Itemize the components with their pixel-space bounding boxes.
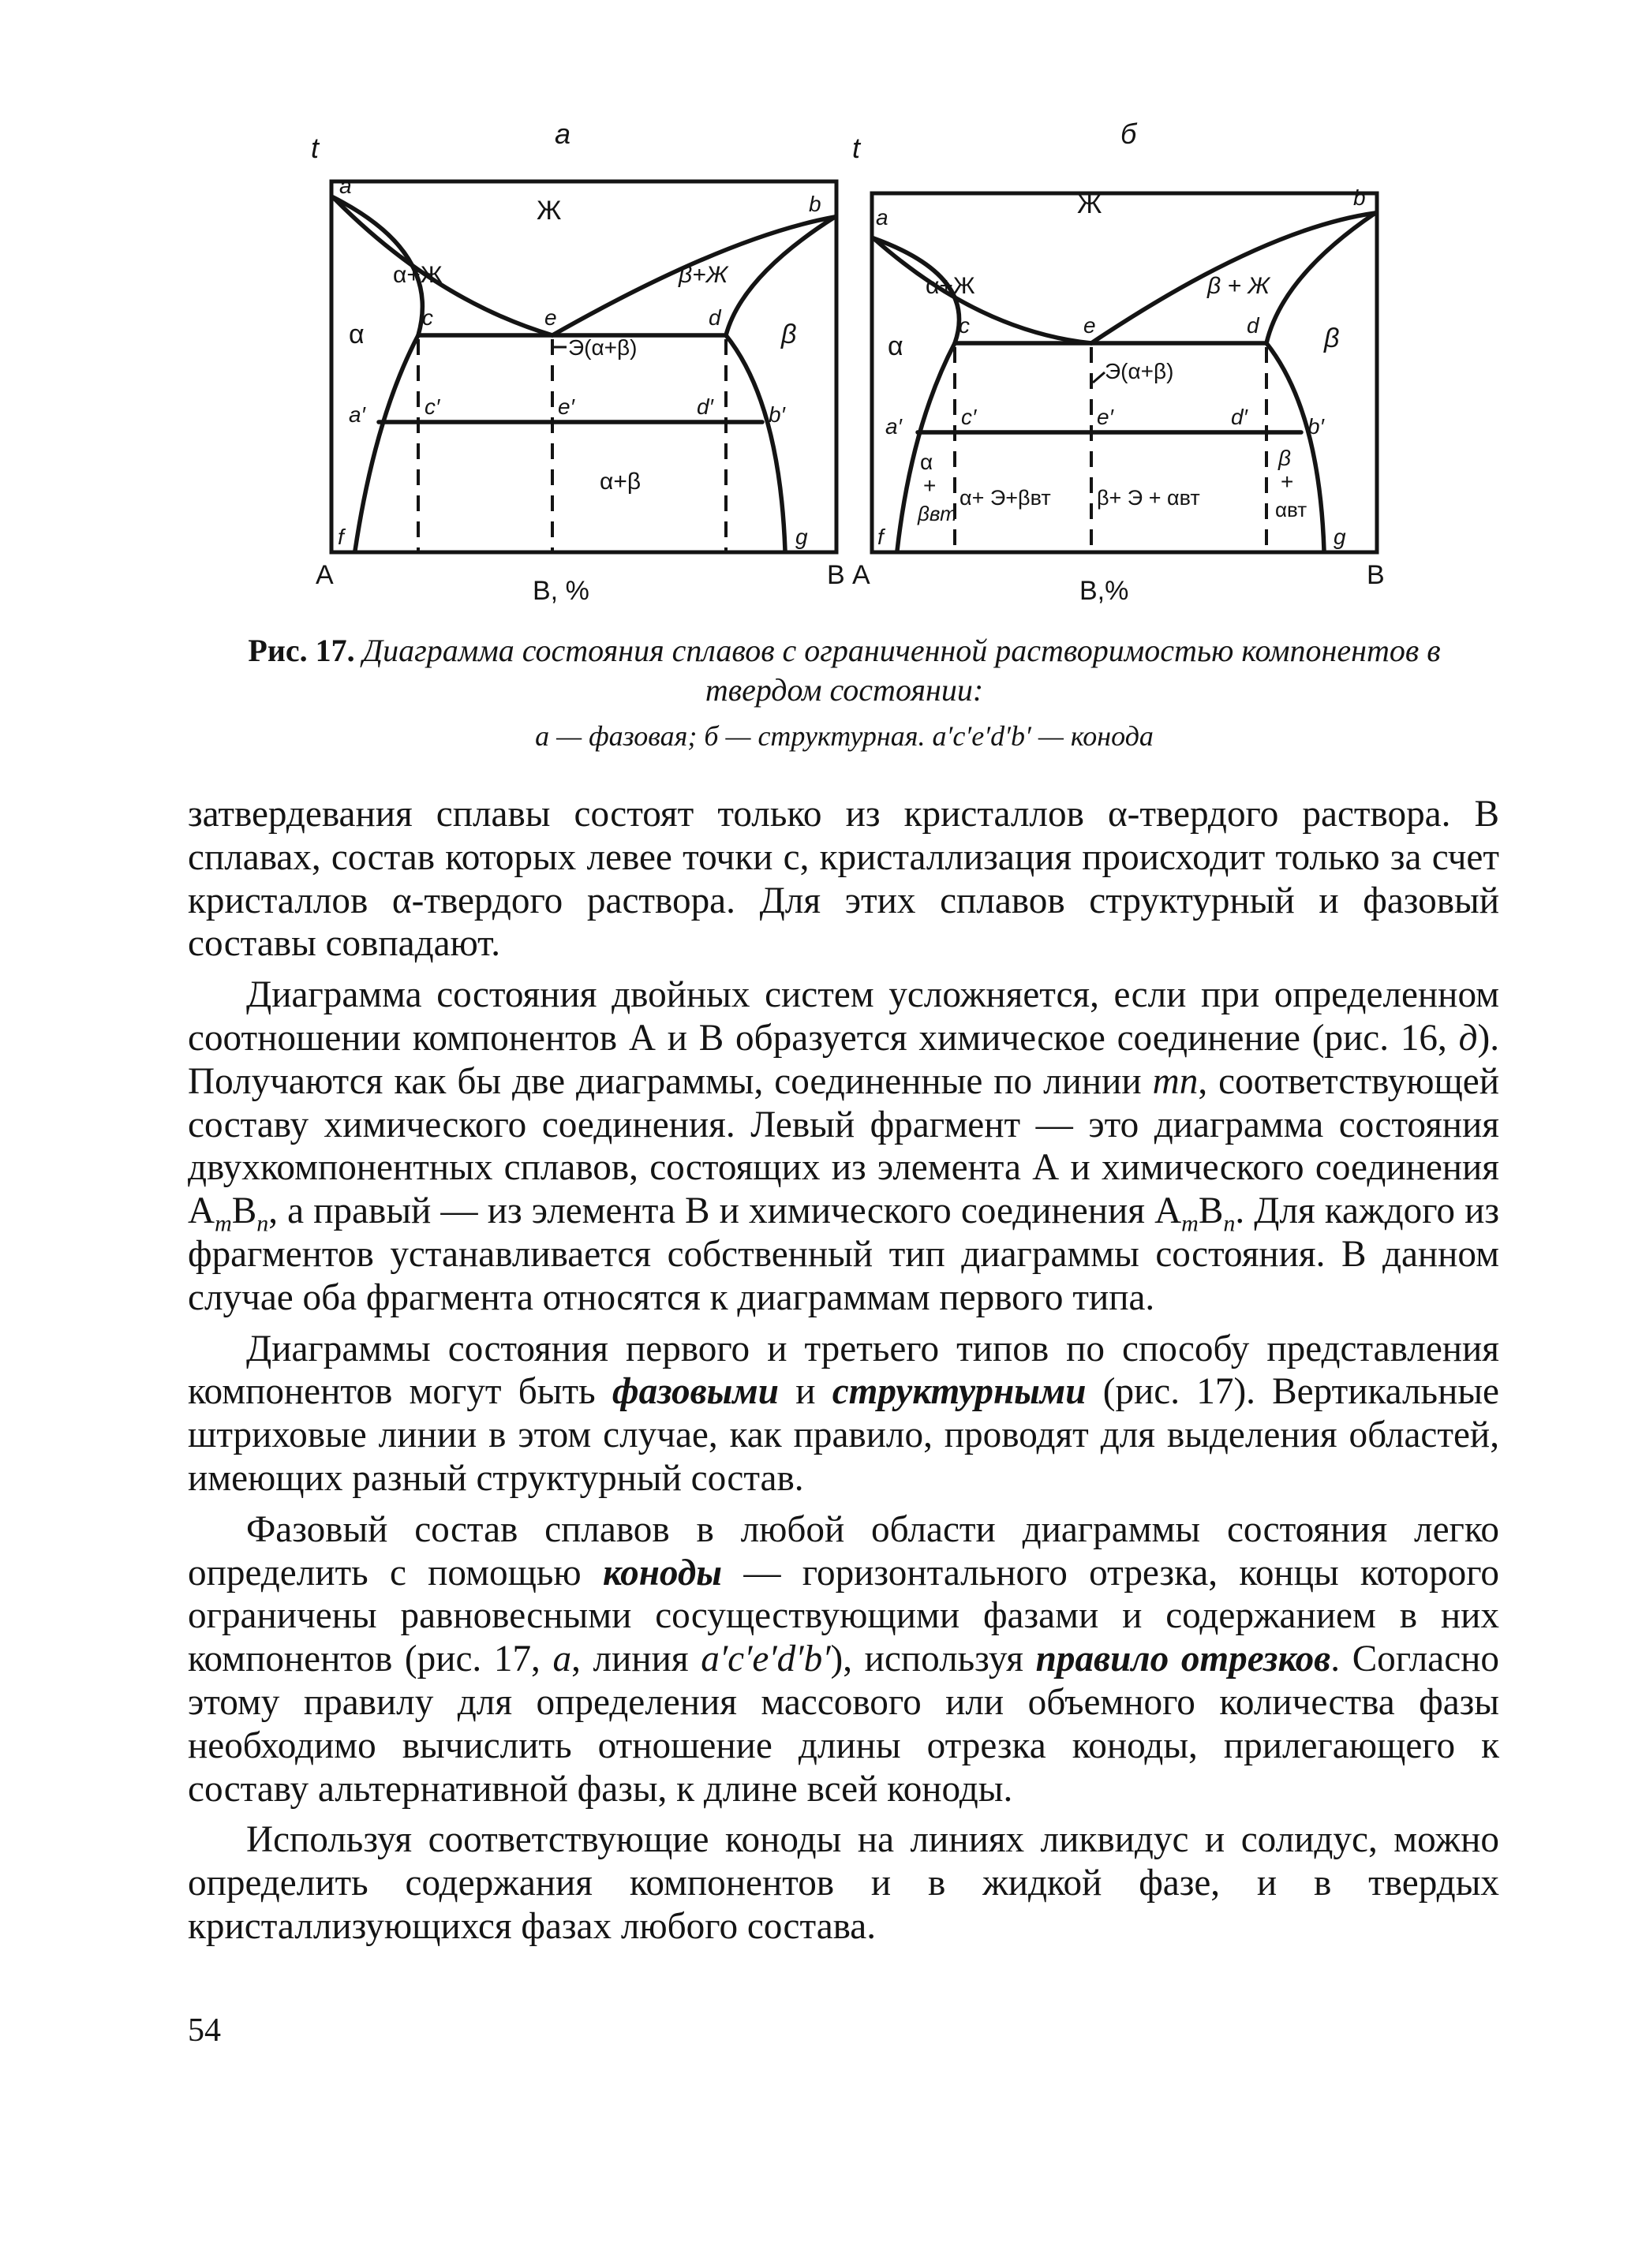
panel-b-left-col-plus: + xyxy=(923,473,937,498)
p2-part: Диаграмма состояния двойных систем усложняется, если при определенном соотношении компонентов А и В образуется химическое соединение (рис. 16, xyxy=(188,974,1499,1059)
panel-b-x-axis: B,% xyxy=(1079,576,1129,606)
p2-part: mn xyxy=(1152,1060,1199,1102)
p4-term: правило отрезков xyxy=(1035,1638,1331,1680)
panel-a-point-b: b xyxy=(809,192,821,216)
p2-part: B xyxy=(1198,1190,1224,1232)
panel-b-title: б xyxy=(1120,118,1137,150)
panel-b-region-alpha-liquid: α+Ж xyxy=(926,273,975,299)
panel-a-point-d: d xyxy=(709,305,721,330)
p4-part: , линия xyxy=(571,1638,701,1680)
panel-a-point-c1: c′ xyxy=(425,394,440,419)
panel-a-point-f: f xyxy=(338,525,344,549)
phase-diagrams xyxy=(300,118,1412,623)
p3-term: структурными xyxy=(832,1371,1087,1413)
p2-sub: n xyxy=(1223,1210,1236,1237)
p2-part: ). Получаются как бы две диаграммы, соединенные по линии xyxy=(188,1017,1499,1102)
panel-a-point-e1: e′ xyxy=(558,394,574,419)
panel-a-solvus-right xyxy=(726,335,785,551)
panel-b-solidus-right xyxy=(1266,213,1375,343)
panel-b-point-d: d xyxy=(1247,313,1259,338)
p3-part: (рис. 17). Вертикальные штриховые линии в этом случае, как правило, проводят для выделения областей, имеющих разный структурный состав. xyxy=(188,1371,1499,1499)
caption-sub: а — фазовая; б — структурная. a′c′e′d′b′ — конода xyxy=(535,720,1154,752)
p2-part: д xyxy=(1458,1017,1478,1059)
panel-b-eutectic-label: Э(α+β) xyxy=(1105,359,1174,383)
panel-b-point-c: c xyxy=(959,313,970,338)
p2-part: . Для каждого из фрагментов устанавливается собственный тип диаграммы состояния. В данном случае оба фрагмента относятся к диаграммам первого типа. xyxy=(188,1190,1500,1318)
p4-part: — горизонтального отрезка, концы которого ограничены равновесными сосуществующими фазами и содержанием в них компонентов (рис. 17, xyxy=(188,1552,1499,1680)
panel-b-hypo-region: α+ Э+βвт xyxy=(960,486,1051,510)
panel-b-point-f: f xyxy=(877,525,884,549)
p4-part: ), используя xyxy=(830,1638,1036,1680)
panel-a-title: a xyxy=(555,118,571,150)
panel-b-left-col-bottom: βвт xyxy=(918,502,957,525)
p2-sub: n xyxy=(256,1210,269,1237)
panel-b-region-beta: β xyxy=(1324,323,1340,353)
panel-a-point-b1: b′ xyxy=(769,402,785,427)
paragraph-2 xyxy=(188,973,1499,1319)
panel-a-point-g: g xyxy=(795,525,808,549)
p4-term: коноды xyxy=(602,1552,723,1594)
panel-a-region-alpha-beta: α+β xyxy=(600,469,642,495)
p2-part: B xyxy=(231,1190,257,1232)
panel-a-region-beta: β xyxy=(781,319,797,349)
panel-b-right-col-top: β xyxy=(1278,446,1291,470)
figure-17 xyxy=(300,118,1412,623)
p4-part: Фазовый состав сплавов в любой области диаграммы состояния легко определить с помощью xyxy=(188,1508,1499,1594)
panel-b-right-col-bottom: αвт xyxy=(1275,498,1307,521)
panel-b-point-e: e xyxy=(1083,313,1096,338)
panel-b-t-axis: t xyxy=(852,132,861,164)
p2-sub: m xyxy=(215,1210,232,1237)
panel-a-point-a1: a′ xyxy=(349,402,365,427)
panel-b-point-b: b xyxy=(1353,185,1366,210)
panel-a-point-e: e xyxy=(544,305,557,330)
figure-caption xyxy=(189,631,1499,756)
p4-part: a′c′e′d′b′ xyxy=(701,1638,831,1680)
panel-b-right-end: B xyxy=(1367,560,1385,590)
p2-sub: m xyxy=(1181,1210,1199,1237)
paragraph-5: Используя соответствующие коноды на линиях ликвидус и солидус, можно определить содержания компонентов и в жидкой фазе, и в твердых кристаллизующихся фазах любого состава. xyxy=(188,1819,1499,1947)
panel-a-point-a: a xyxy=(339,174,352,198)
paragraph-1: затвердевания сплавы состоят только из кристаллов α-твердого раствора. В сплавах, состав которых левее точки c, кристаллизация происходит только за счет кристаллов α-твердого раствора. Для этих сплавов структурный и фазовый составы совпадают. xyxy=(188,794,1499,965)
caption-label: Рис. 17. xyxy=(248,633,355,668)
panel-b-region-beta-liquid: β + Ж xyxy=(1207,273,1270,299)
panel-a-solidus-right xyxy=(726,217,835,335)
panel-b-point-d1: d′ xyxy=(1231,405,1248,429)
panel-b-eutectic-pointer xyxy=(1093,372,1105,383)
p3-part: Диаграммы состояния первого и третьего типов по способу представления компонентов могут быть xyxy=(188,1328,1499,1413)
panel-a-region-alpha: α xyxy=(349,319,365,349)
panel-a-x-axis: B, % xyxy=(533,576,589,606)
panel-a-solvus-left xyxy=(355,335,418,551)
panel-a-right-end: B xyxy=(827,560,845,590)
panel-a-point-c: c xyxy=(422,305,433,330)
panel-b-point-c1: c′ xyxy=(961,405,977,429)
panel-b-point-e1: e′ xyxy=(1097,405,1113,429)
p4-part: а xyxy=(552,1638,572,1680)
p3-part: и xyxy=(778,1371,832,1413)
panel-b-right-col-plus: + xyxy=(1281,469,1294,494)
p2-part: , а правый — из элемента В и химического соединения A xyxy=(268,1190,1182,1232)
panel-a-region-liquid: Ж xyxy=(537,196,562,226)
p3-term: фазовыми xyxy=(612,1371,779,1413)
body-text xyxy=(188,793,1499,1949)
panel-b-left-end: A xyxy=(852,560,870,590)
panel-a-eutectic-label: Э(α+β) xyxy=(568,335,638,360)
panel-b-region-alpha: α xyxy=(888,331,903,361)
panel-b-point-a1: a′ xyxy=(885,414,902,439)
p4-part: . Согласно этому правилу для определения массового или объемного количества фазы необходимо вычислить отношение длины отрезка коноды, прилегающего к составу альтернативной фазы, к длине всей коноды. xyxy=(188,1638,1500,1810)
panel-a-t-axis: t xyxy=(311,132,320,164)
panel-b-point-a: a xyxy=(876,205,888,230)
paragraph-4 xyxy=(188,1508,1499,1811)
panel-b-left-col-top: α xyxy=(920,450,933,474)
panel-b-hyper-region: β+ Э + αвт xyxy=(1097,486,1200,510)
panel-a-left-end: A xyxy=(316,560,334,590)
panel-a-region-beta-liquid: β+Ж xyxy=(679,262,728,288)
panel-a-point-d1: d′ xyxy=(697,394,713,419)
caption-title: Диаграмма состояния сплавов с ограниченной растворимостью компонентов в твердом состоянии: xyxy=(362,633,1441,708)
page-number: 54 xyxy=(188,2012,221,2049)
panel-b-region-liquid: Ж xyxy=(1077,189,1102,219)
panel-a xyxy=(311,118,845,606)
panel-b-point-g: g xyxy=(1334,525,1346,549)
panel-a-region-alpha-liquid: α+Ж xyxy=(393,262,443,288)
panel-b-point-b1: b′ xyxy=(1307,414,1324,439)
p2-part: , соответствующей составу химического соединения. Левый фрагмент — это диаграмма состояния двухкомпонентных сплавов, состоящих из элемента А и химического соединения A xyxy=(188,1060,1499,1232)
panel-b xyxy=(852,118,1385,606)
paragraph-3 xyxy=(188,1328,1499,1500)
